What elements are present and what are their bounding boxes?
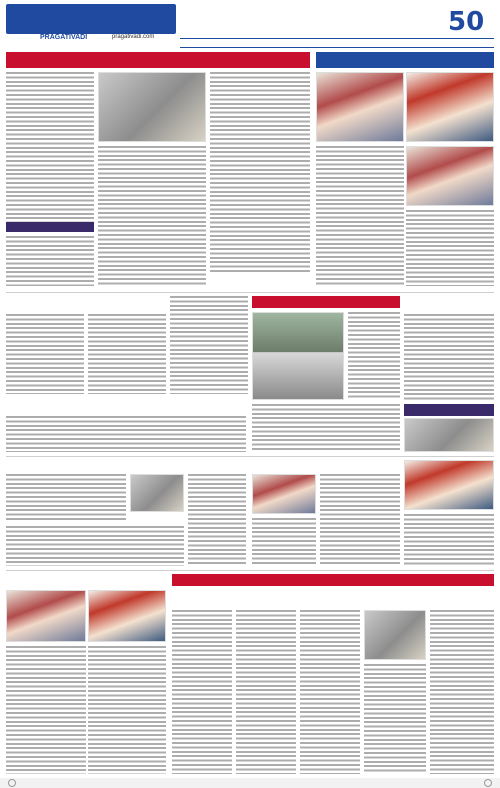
article-text-block	[252, 404, 400, 452]
divider	[6, 570, 494, 571]
headline-rain-wall	[6, 52, 310, 68]
article-text-block	[6, 314, 84, 394]
article-text-block	[6, 526, 184, 566]
article-text-block	[430, 610, 494, 774]
headline-villagers-complaint	[172, 588, 494, 606]
article-text-block	[6, 474, 126, 522]
newspaper-logo	[6, 4, 176, 34]
article-text-block	[404, 314, 494, 400]
article-text-block	[6, 72, 94, 222]
meeting-photo	[6, 590, 86, 642]
article-text-block	[6, 646, 86, 774]
logo-url: pragativadi.com	[112, 34, 155, 40]
students-photo	[404, 418, 494, 452]
anniversary-number: 50	[448, 7, 485, 36]
students-photo	[404, 460, 494, 510]
registration-mark-icon	[484, 779, 492, 787]
group-photo	[316, 72, 404, 142]
article-text-block	[252, 518, 316, 566]
article-text-block	[6, 236, 94, 286]
training-photo	[252, 474, 316, 514]
article-text-block	[98, 146, 206, 286]
headline-forest-day	[6, 460, 126, 472]
article-text-block	[348, 312, 400, 400]
date-line-rule	[180, 38, 494, 48]
headline-river-bridge	[6, 296, 166, 310]
article-text-block	[320, 474, 400, 566]
article-text-block	[170, 296, 248, 394]
article-text-block	[300, 610, 360, 774]
article-text-block	[364, 664, 426, 774]
headline-security-meeting	[6, 574, 166, 588]
article-text-block	[172, 610, 232, 774]
meeting-photo	[88, 590, 166, 642]
divider	[6, 456, 494, 457]
article-text-block	[236, 610, 296, 774]
headline-kicker	[172, 574, 494, 586]
page-footer	[0, 778, 500, 788]
event-photo	[130, 474, 184, 512]
article-text-block	[188, 474, 246, 564]
group-photo	[406, 72, 494, 142]
headline-accident-two	[6, 400, 246, 414]
accident-car-photo	[252, 312, 344, 400]
headline-forest-fire	[404, 296, 494, 310]
article-text-block	[88, 646, 166, 774]
article-text-block	[6, 416, 246, 452]
subheadline-box	[404, 404, 494, 416]
headline-training	[252, 460, 400, 472]
article-text-block	[210, 72, 310, 272]
divider	[6, 292, 494, 293]
group-photo	[406, 146, 494, 206]
article-text-block	[88, 314, 166, 394]
headline-camp	[130, 460, 246, 472]
article-text-block	[406, 210, 494, 286]
logo-subtitle: PRAGATIVADI	[40, 34, 88, 41]
protest-photo	[364, 610, 426, 660]
registration-mark-icon	[8, 779, 16, 787]
article-photo-wall	[98, 72, 206, 142]
subheadline-box	[6, 222, 94, 232]
section-title	[185, 2, 375, 36]
article-text-block	[316, 146, 404, 286]
headline-accident	[252, 296, 400, 308]
article-text-block	[404, 514, 494, 566]
anniversary-badge	[440, 2, 490, 36]
headline-felicitation	[316, 52, 494, 68]
